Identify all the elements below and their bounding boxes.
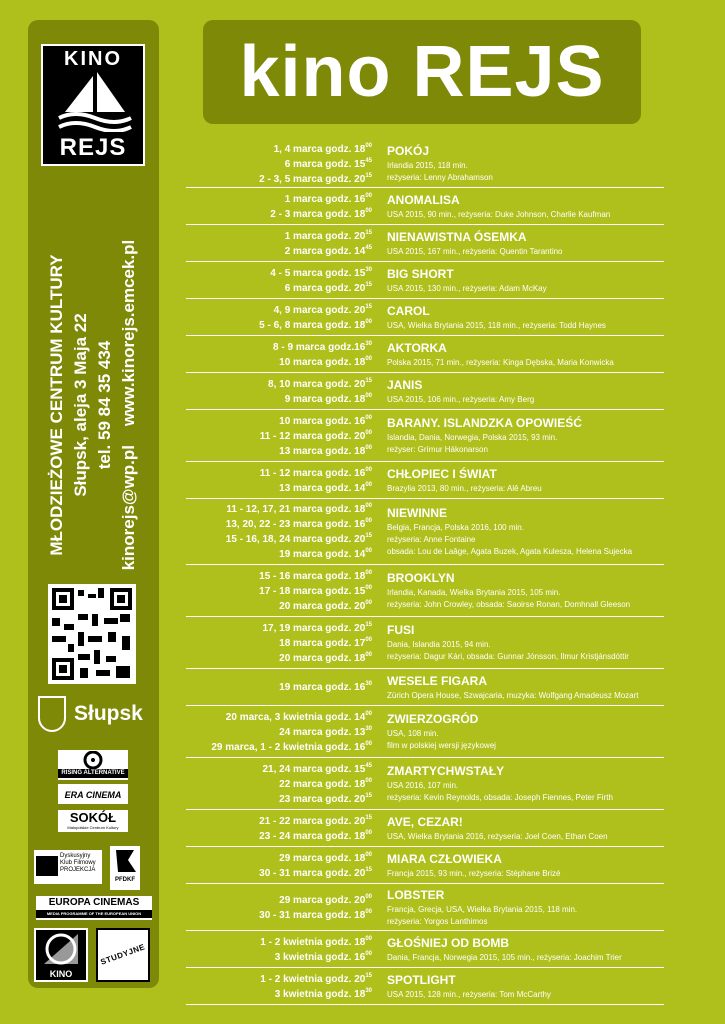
- program-list: [186, 140, 664, 1005]
- screening-minutes: 00: [365, 318, 372, 325]
- screening-time: [186, 517, 372, 532]
- screening-date: 6 marca godz. 20: [284, 282, 366, 294]
- screening-times: [186, 621, 372, 666]
- film-details: Islandia, Dania, Norwegia, Polska 2015, 93 min.: [387, 433, 558, 442]
- film-title: NIEWINNE: [387, 506, 447, 520]
- film-row: [186, 140, 664, 188]
- screening-minutes: 00: [365, 518, 372, 524]
- film-title: WESELE FIGARA: [387, 673, 488, 688]
- screening-date: 1 marca godz. 16: [284, 193, 366, 205]
- screening-minutes: 00: [365, 851, 372, 858]
- screening-minutes: 30: [365, 725, 372, 732]
- screening-times: [186, 192, 372, 222]
- screening-date: 13 marca godz. 14: [279, 482, 366, 494]
- film-row: [186, 299, 664, 336]
- film-title: JANIS: [387, 377, 423, 392]
- screening-times: [186, 972, 372, 1002]
- screening-time: [186, 340, 372, 355]
- screening-date: 4 - 5 marca godz. 15: [270, 267, 366, 279]
- screening-times: [186, 893, 372, 923]
- film-title: BARANY. ISLANDZKA OPOWIEŚĆ: [387, 416, 582, 430]
- film-details: Francja, Grecja, USA, Wielka Brytania 2015, 118 min.: [387, 904, 578, 914]
- film-title: BROOKLYN: [387, 571, 455, 585]
- screening-minutes: 15: [365, 621, 372, 628]
- screening-date: 3 kwietnia godz. 18: [274, 988, 366, 1000]
- film-title: CHŁOPIEC I ŚWIAT: [387, 466, 497, 481]
- screening-time: [186, 532, 372, 547]
- screening-times: [186, 569, 372, 614]
- screening-time: [186, 244, 372, 259]
- screening-time: [186, 950, 372, 965]
- slupsk-logo: [36, 696, 152, 736]
- screening-minutes: 00: [365, 355, 372, 362]
- film-row: [186, 758, 664, 810]
- film-details: USA 2015, 128 min., reżyseria: Tom McCarthy: [387, 989, 551, 999]
- screening-time: [186, 157, 372, 172]
- screening-date: 23 marca godz. 20: [279, 793, 366, 805]
- film-info: [387, 764, 664, 804]
- rising-alternative-logo: [58, 750, 128, 780]
- film-info: [387, 506, 664, 558]
- screening-time: [186, 414, 372, 429]
- screening-date: 9 marca godz. 18: [284, 393, 366, 405]
- screening-date: 15 - 16, 18, 24 marca godz. 20: [225, 534, 366, 545]
- screening-minutes: 15: [365, 866, 372, 873]
- film-info: [387, 230, 664, 258]
- screening-time: [186, 851, 372, 866]
- email-and-website: kinorejs@wp.pl www.kinorejs.emcek.pl: [119, 239, 138, 571]
- screening-times: [186, 680, 372, 695]
- screening-date: 2 - 3 marca godz. 18: [270, 208, 366, 220]
- screening-time: [186, 192, 372, 207]
- screening-time: [186, 762, 372, 777]
- screening-date: 24 marca godz. 13: [279, 726, 366, 738]
- screening-time: [186, 621, 372, 636]
- film-title: FUSI: [387, 623, 415, 637]
- film-info: [387, 623, 664, 663]
- screening-time: [186, 908, 372, 923]
- pfdkf-logo: PFDKF: [110, 846, 140, 890]
- screening-minutes: 00: [365, 935, 372, 942]
- screening-time: [186, 777, 372, 792]
- screening-date: 11 - 12 marca godz. 16: [259, 467, 366, 479]
- film-info: [387, 341, 664, 369]
- screening-minutes: 00: [365, 414, 372, 421]
- kino-logo: KINO: [34, 928, 88, 982]
- city-name: Słupsk: [74, 702, 143, 725]
- film-info: [387, 378, 664, 406]
- film-info: [387, 571, 664, 611]
- film-title: MIARA CZŁOWIEKA: [387, 851, 502, 866]
- film-info: [387, 304, 664, 332]
- screening-times: [186, 762, 372, 807]
- film-details: Dania, Islandia 2015, 94 min.: [387, 640, 491, 649]
- pfdkf-emblem-icon: [110, 846, 140, 876]
- screening-date: 4, 9 marca godz. 20: [273, 304, 366, 316]
- screening-date: 2 - 3, 5 marca godz. 20: [259, 174, 366, 185]
- screening-date: 13 marca godz. 18: [279, 445, 366, 457]
- film-info: [387, 712, 664, 752]
- logo-bottom-text: REJS: [59, 134, 127, 161]
- screening-minutes: 30: [365, 266, 372, 273]
- screening-date: 1 marca godz. 20: [284, 230, 366, 242]
- organization-name: MŁODZIEŻOWE CENTRUM KULTURY: [47, 254, 66, 556]
- screening-minutes: 00: [365, 481, 372, 488]
- screening-date: 17 - 18 marca godz. 15: [259, 585, 366, 597]
- screening-time: [186, 172, 372, 187]
- screening-date: 2 marca godz. 14: [284, 245, 366, 257]
- screening-time: [186, 636, 372, 651]
- screening-minutes: 15: [365, 229, 372, 236]
- screening-minutes: 00: [365, 651, 372, 658]
- screening-minutes: 00: [365, 636, 372, 643]
- film-title: BIG SHORT: [387, 266, 454, 281]
- film-info: [387, 936, 664, 964]
- logo-top-text: KINO: [64, 48, 122, 70]
- film-details: reżyseria: Kevin Reynolds, obsada: Joseph Fiennes, Peter Firth: [387, 793, 613, 802]
- screening-minutes: 15: [365, 972, 372, 979]
- screening-date: 1 - 2 kwietnia godz. 20: [260, 973, 366, 985]
- screening-time: [186, 829, 372, 844]
- screening-minutes: 15: [365, 814, 372, 821]
- screening-minutes: 00: [365, 548, 372, 554]
- film-reel-icon: [78, 751, 108, 769]
- screening-date: 13, 20, 22 - 23 marca godz. 16: [225, 519, 366, 530]
- screening-time: [186, 792, 372, 807]
- screening-minutes: 00: [365, 392, 372, 399]
- film-details: USA 2015, 90 min., reżyseria: Duke Johnson, Charlie Kaufman: [387, 209, 611, 219]
- screening-date: 18 marca godz. 17: [279, 637, 366, 649]
- screening-minutes: 00: [365, 466, 372, 473]
- sail-icon: [55, 72, 135, 132]
- film-info: [387, 416, 664, 456]
- screening-minutes: 00: [365, 143, 372, 149]
- kina-studyjne-logo: STUDYJNE: [96, 928, 150, 982]
- film-details: Dania, Francja, Norwegia 2015, 105 min., reżyseria: Joachim Trier: [387, 952, 622, 962]
- screening-minutes: 15: [365, 533, 372, 539]
- screening-date: 11 - 12, 17, 21 marca godz. 18: [226, 504, 366, 515]
- screening-date: 15 - 16 marca godz. 18: [259, 570, 366, 582]
- page-title: kino REJS: [239, 32, 605, 112]
- film-details: Irlandia 2015, 118 min.: [387, 161, 468, 170]
- screening-minutes: 45: [365, 244, 372, 251]
- film-details: USA 2015, 106 min., reżyseria: Amy Berg: [387, 394, 535, 404]
- film-title: SPOTLIGHT: [387, 972, 456, 987]
- film-details: Zürich Opera House, Szwajcaria, muzyka: Wolfgang Amadeusz Mozart: [387, 690, 639, 700]
- screening-time: [186, 987, 372, 1002]
- film-info: [387, 193, 664, 221]
- screening-date: 20 marca, 3 kwietnia godz. 14: [225, 711, 366, 723]
- film-title: ZMARTYCHWSTAŁY: [387, 764, 505, 778]
- screening-times: [186, 851, 372, 881]
- film-details: Belgia, Francja, Polska 2016, 100 min.: [387, 523, 524, 532]
- film-title: LOBSTER: [387, 887, 445, 902]
- film-row: [186, 931, 664, 968]
- film-details: USA 2015, 167 min., reżyseria: Quentin Tarantino: [387, 246, 563, 256]
- screening-times: [186, 414, 372, 459]
- screening-times: [186, 266, 372, 296]
- screening-minutes: 00: [365, 584, 372, 591]
- screening-date: 29 marca, 1 - 2 kwietnia godz. 16: [211, 741, 366, 753]
- screening-date: 29 marca godz. 20: [279, 894, 366, 906]
- screening-times: [186, 935, 372, 965]
- film-row: [186, 968, 664, 1005]
- screening-time: [186, 740, 372, 755]
- film-title: GŁOŚNIEJ OD BOMB: [387, 935, 510, 950]
- kino-emblem-icon: [36, 930, 86, 968]
- film-details: USA, Wielka Brytania 2016, reżyseria: Joel Coen, Ethan Coen: [387, 831, 608, 841]
- screening-time: [186, 229, 372, 244]
- screening-minutes: 00: [365, 429, 372, 436]
- screening-time: [186, 429, 372, 444]
- film-row: [186, 410, 664, 462]
- screening-date: 17, 19 marca godz. 20: [262, 622, 366, 634]
- film-details: film w polskiej wersji językowej: [387, 741, 496, 750]
- film-details: USA 2016, 107 min.: [387, 781, 459, 790]
- screening-minutes: 00: [365, 207, 372, 214]
- screening-minutes: 45: [365, 762, 372, 769]
- film-details: USA, 108 min.: [387, 729, 439, 738]
- screening-time: [186, 377, 372, 392]
- screening-date: 22 marca godz. 18: [279, 778, 366, 790]
- film-title: AKTORKA: [387, 340, 447, 355]
- sokol-logo: SOKÓŁ Małopolskie Centrum Kultury: [58, 810, 128, 832]
- screening-minutes: 00: [365, 569, 372, 576]
- screening-time: [186, 207, 372, 222]
- film-details: reżyseria: Lenny Abrahamson: [387, 173, 493, 182]
- screening-time: [186, 502, 372, 517]
- screening-minutes: 00: [365, 192, 372, 199]
- screening-time: [186, 318, 372, 333]
- screening-minutes: 15: [365, 173, 372, 179]
- screening-time: [186, 569, 372, 584]
- screening-date: 23 - 24 marca godz. 18: [259, 830, 366, 842]
- film-details: reżyseria: Dagur Kári, obsada: Gunnar Jónsson, Ilmur Kristjánsdóttir: [387, 652, 629, 661]
- film-row: [186, 462, 664, 499]
- screening-minutes: 00: [365, 777, 372, 784]
- screening-date: 10 marca godz. 18: [279, 356, 366, 368]
- screening-date: 19 marca godz. 14: [279, 549, 366, 560]
- screening-time: [186, 355, 372, 370]
- screening-time: [186, 444, 372, 459]
- dkf-projekcja-logo: Dyskusyjny Klub Filmowy PROJEKCJA: [34, 850, 102, 884]
- screening-minutes: 30: [365, 681, 372, 687]
- screening-times: [186, 466, 372, 496]
- screening-date: 11 - 12 marca godz. 20: [259, 430, 366, 442]
- screening-minutes: 45: [365, 158, 372, 164]
- screening-time: [186, 392, 372, 407]
- film-details: reżyseria: Anne Fontaine: [387, 535, 476, 544]
- screening-time: [186, 680, 372, 695]
- city-shield-icon: [38, 696, 66, 732]
- screening-date: 20 marca godz. 20: [279, 600, 366, 612]
- screening-minutes: 30: [365, 340, 372, 347]
- film-row: [186, 336, 664, 373]
- screening-times: [186, 502, 372, 562]
- screening-date: 1 - 2 kwietnia godz. 18: [260, 936, 366, 948]
- film-row: [186, 617, 664, 669]
- screening-date: 30 - 31 marca godz. 18: [259, 909, 366, 921]
- screening-time: [186, 142, 372, 157]
- screening-time: [186, 466, 372, 481]
- screening-times: [186, 377, 372, 407]
- screening-date: 5 - 6, 8 marca godz. 18: [259, 319, 366, 331]
- screening-minutes: 00: [365, 599, 372, 606]
- film-info: [387, 815, 664, 843]
- film-details: obsada: Lou de Laâge, Agata Buzek, Agata Kulesza, Helena Sujecka: [387, 547, 633, 556]
- phone: tel. 59 84 35 434: [95, 340, 114, 470]
- screening-date: 10 marca godz. 16: [279, 415, 366, 427]
- film-details: Francja 2015, 93 min., reżyseria: Stéphane Brizé: [387, 868, 561, 878]
- film-row: [186, 262, 664, 299]
- screening-times: [186, 340, 372, 370]
- screening-minutes: 00: [365, 950, 372, 957]
- screening-minutes: 00: [365, 893, 372, 900]
- film-info: [387, 852, 664, 880]
- header: [203, 20, 641, 124]
- screening-times: [186, 303, 372, 333]
- screening-minutes: 15: [365, 281, 372, 288]
- screening-minutes: 15: [365, 377, 372, 384]
- screening-time: [186, 866, 372, 881]
- screening-date: 8, 10 marca godz. 20: [268, 378, 366, 390]
- screening-time: [186, 266, 372, 281]
- screening-time: [186, 710, 372, 725]
- screening-date: 30 - 31 marca godz. 20: [259, 867, 366, 879]
- film-row: [186, 565, 664, 617]
- film-title: NIENAWISTNA ÓSEMKA: [387, 229, 527, 244]
- screening-date: 19 marca godz. 16: [279, 682, 366, 693]
- screening-time: [186, 599, 372, 614]
- screening-time: [186, 584, 372, 599]
- film-details: reżyseria: Yorgos Lanthimos: [387, 916, 488, 926]
- film-title: ZWIERZOGRÓD: [387, 712, 479, 726]
- film-details: Brazylia 2013, 80 min., reżyseria: Alê Abreu: [387, 483, 542, 493]
- screening-date: 21, 24 marca godz. 15: [262, 763, 366, 775]
- screening-date: 6 marca godz. 15: [284, 159, 366, 170]
- screening-times: [186, 710, 372, 755]
- qr-code: [48, 584, 136, 684]
- screening-time: [186, 725, 372, 740]
- screening-time: [186, 814, 372, 829]
- screening-time: [186, 651, 372, 666]
- screening-times: [186, 229, 372, 259]
- film-info: [387, 674, 664, 702]
- screening-time: [186, 972, 372, 987]
- address: Słupsk, aleja 3 Maja 22: [71, 313, 90, 497]
- film-row: [186, 847, 664, 884]
- screening-time: [186, 481, 372, 496]
- rising-alternative-text: RISING ALTERNATIVE: [58, 769, 128, 778]
- screening-minutes: 15: [365, 303, 372, 310]
- screening-time: [186, 935, 372, 950]
- film-row: [186, 188, 664, 225]
- screening-minutes: 30: [365, 987, 372, 994]
- screening-time: [186, 303, 372, 318]
- screening-time: [186, 547, 372, 562]
- film-title: ANOMALISA: [387, 192, 460, 207]
- film-row: [186, 499, 664, 565]
- contact-block: [45, 215, 141, 595]
- screening-minutes: 00: [365, 908, 372, 915]
- film-row: [186, 669, 664, 706]
- film-title: AVE, CEZAR!: [387, 814, 463, 829]
- film-row: [186, 225, 664, 262]
- film-row: [186, 706, 664, 758]
- screening-date: 21 - 22 marca godz. 20: [259, 815, 366, 827]
- screening-time: [186, 893, 372, 908]
- screening-time: [186, 281, 372, 296]
- screening-minutes: 00: [365, 740, 372, 747]
- kino-rejs-logo: [41, 44, 145, 166]
- screening-minutes: 15: [365, 792, 372, 799]
- film-info: [387, 144, 664, 184]
- film-info: [387, 467, 664, 495]
- screening-times: [186, 814, 372, 844]
- screening-minutes: 00: [365, 503, 372, 509]
- screening-date: 29 marca godz. 18: [279, 852, 366, 864]
- film-strip-icon: [36, 856, 58, 876]
- screening-minutes: 00: [365, 829, 372, 836]
- film-details: USA, Wielka Brytania 2015, 118 min., reżyseria: Todd Haynes: [387, 320, 606, 330]
- film-info: [387, 973, 664, 1001]
- film-row: [186, 884, 664, 931]
- film-title: POKÓJ: [387, 144, 430, 158]
- film-info: [387, 267, 664, 295]
- film-details: Polska 2015, 71 min., reżyseria: Kinga Dębska, Maria Konwicka: [387, 357, 614, 367]
- film-row: [186, 810, 664, 847]
- film-details: Irlandia, Kanada, Wielka Brytania 2015, 105 min.: [387, 588, 561, 597]
- film-info: [387, 888, 664, 928]
- film-details: reżyser: Grímur Hákonarson: [387, 445, 488, 454]
- sidebar: [28, 20, 159, 988]
- screening-date: 1, 4 marca godz. 18: [273, 144, 366, 155]
- film-title: CAROL: [387, 303, 430, 318]
- film-details: USA 2015, 130 min., reżyseria: Adam McKay: [387, 283, 547, 293]
- screening-minutes: 00: [365, 710, 372, 717]
- screening-minutes: 00: [365, 444, 372, 451]
- screening-date: 3 kwietnia godz. 16: [274, 951, 366, 963]
- screening-date: 8 - 9 marca godz.16: [273, 341, 366, 353]
- europa-cinemas-logo: EUROPA CINEMAS MEDIA PROGRAMME OF THE EUROPEAN UNION: [36, 896, 152, 920]
- screening-times: [186, 142, 372, 187]
- film-row: [186, 373, 664, 410]
- era-cinema-logo: ERA CINEMA: [58, 784, 128, 804]
- film-details: reżyseria: John Crowley, obsada: Saoirse Ronan, Domhnall Gleeson: [387, 600, 631, 609]
- screening-date: 20 marca godz. 18: [279, 652, 366, 664]
